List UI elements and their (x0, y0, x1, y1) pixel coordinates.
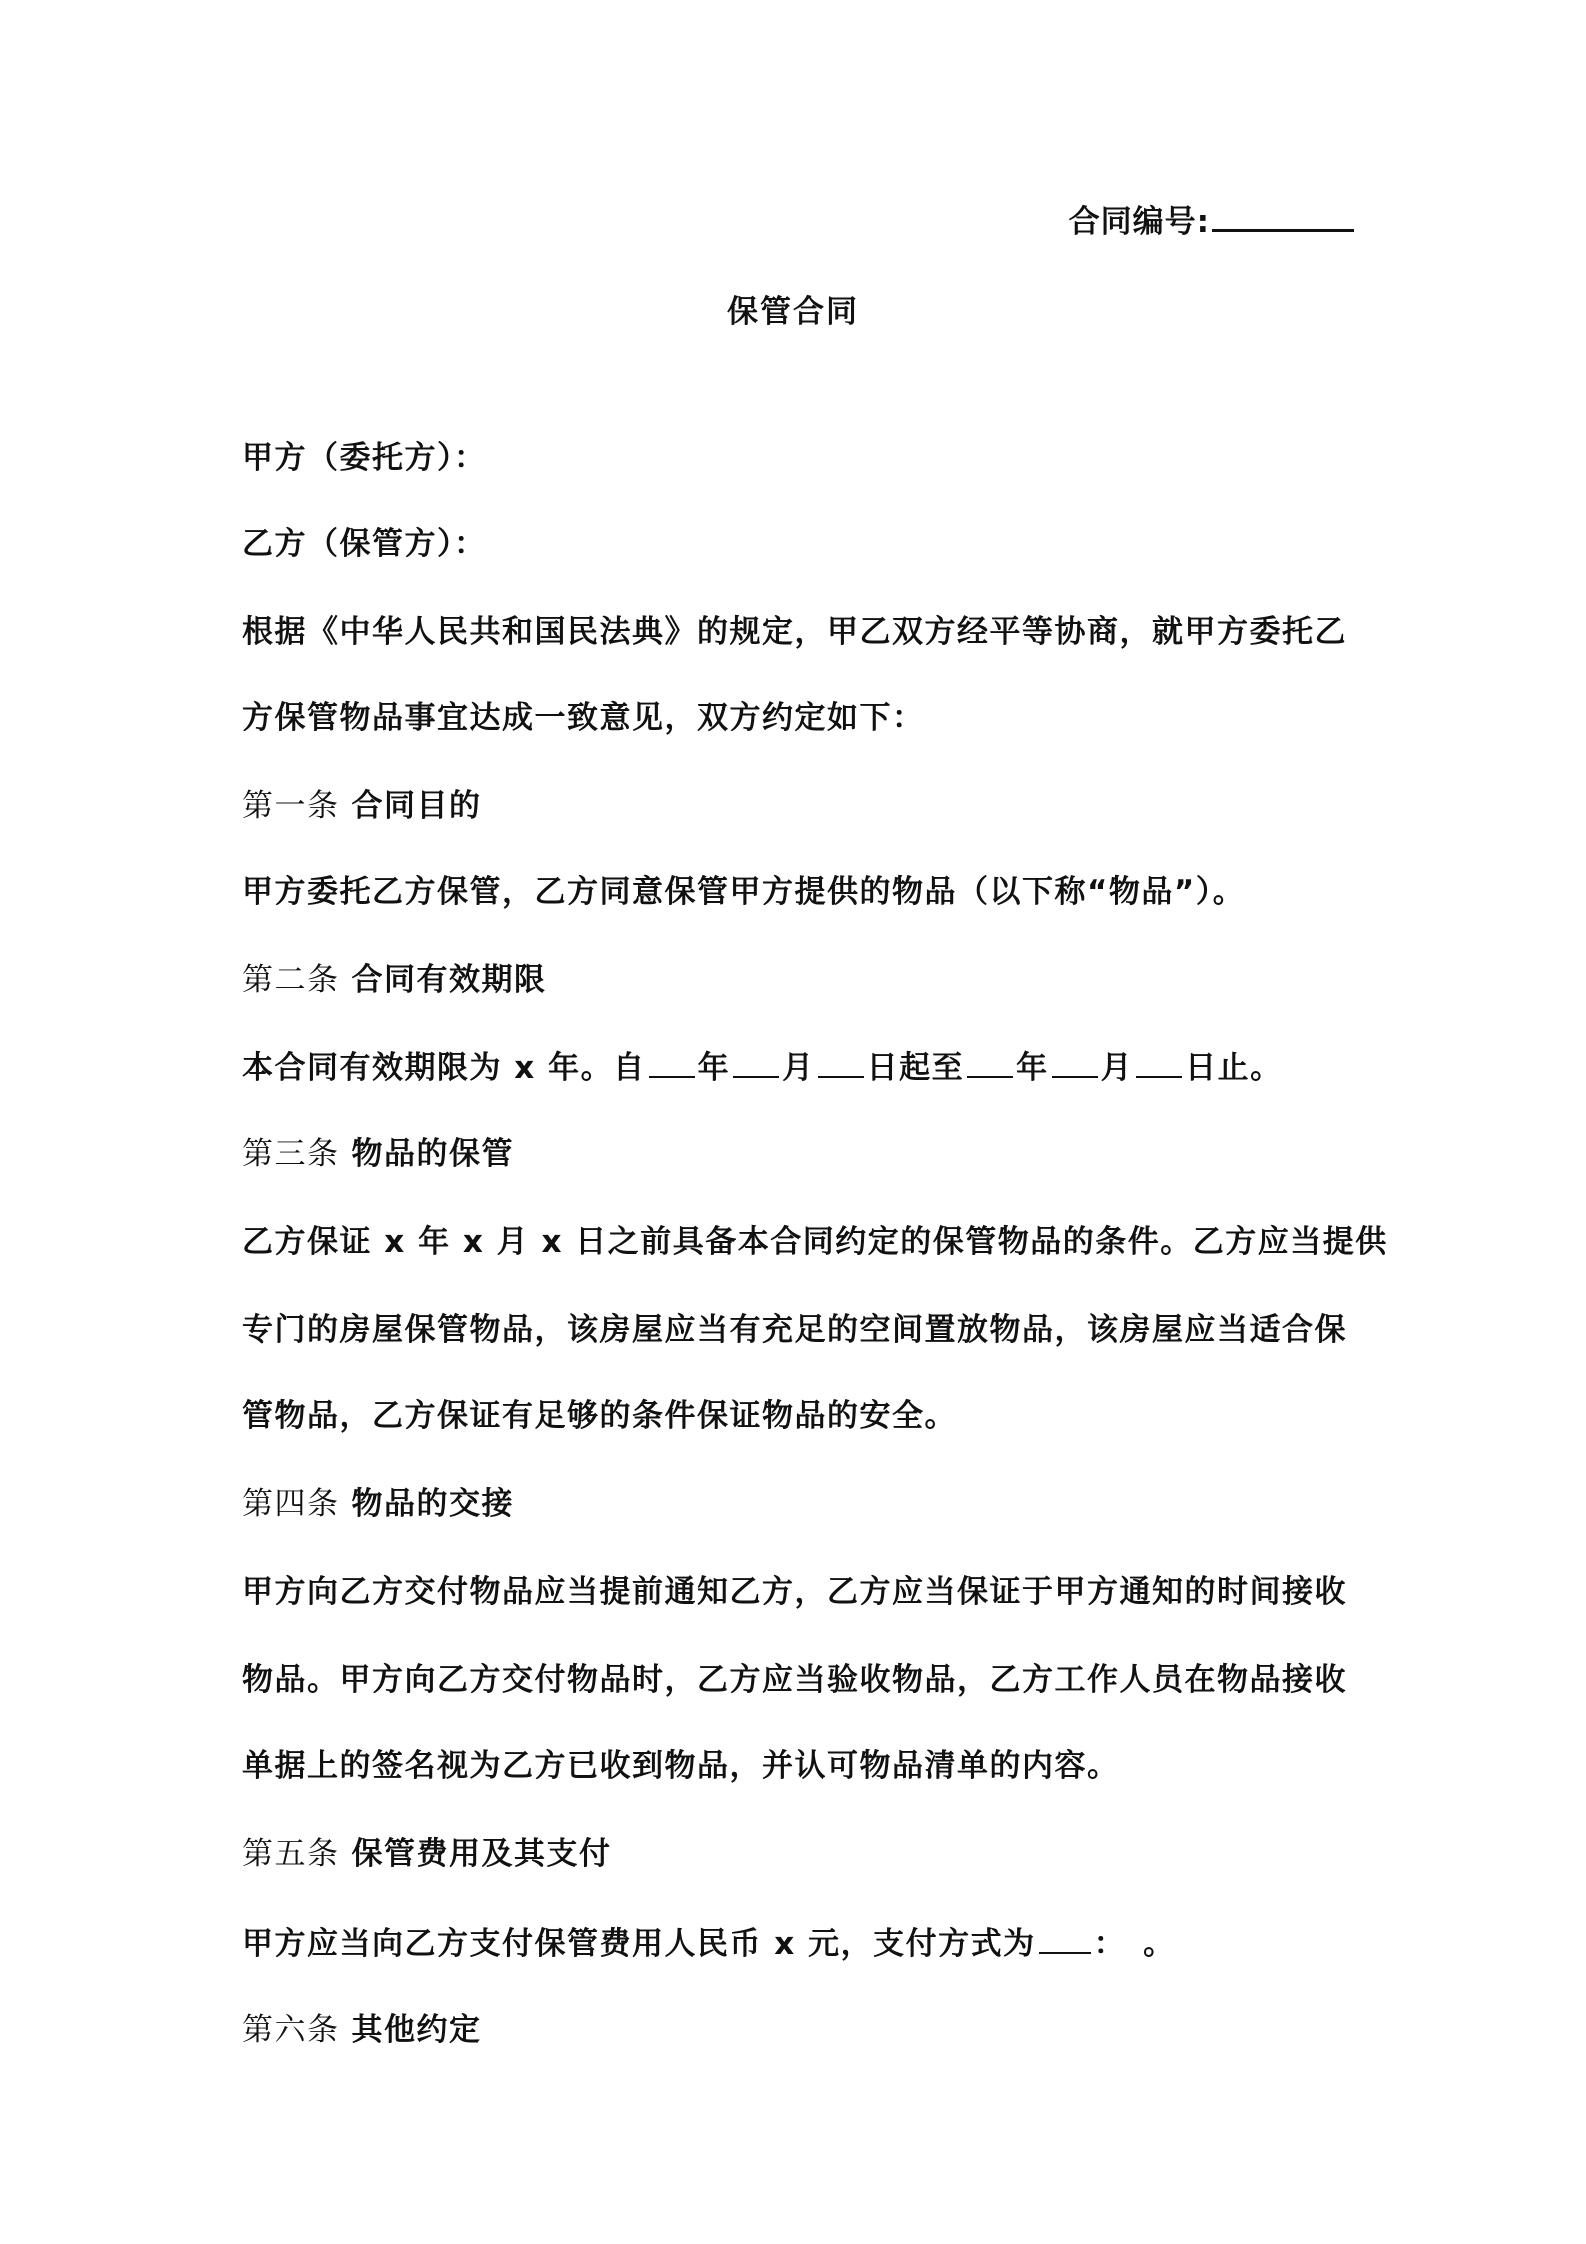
validity-prefix: 本合同有效期限为 x 年。自 (242, 1050, 646, 1086)
validity-month-2: 月 (1100, 1050, 1134, 1086)
article-4-line-2: 物品。甲方向乙方交付物品时，乙方应当验收物品，乙方工作人员在物品接收 (242, 1662, 1347, 1698)
article-1-line-1: 甲方委托乙方保管，乙方同意保管甲方提供的物品（以下称“物品”）。 (242, 874, 1246, 910)
article-5-title: 保管费用及其支付 (351, 1836, 612, 1872)
validity-year-2: 年 (1016, 1050, 1049, 1086)
article-4-line-3: 单据上的签名视为乙方已收到物品，并认可物品清单的内容。 (242, 1748, 1120, 1784)
blank-start-day (818, 1050, 864, 1078)
blank-payment-method (1039, 1926, 1091, 1954)
blank-end-month (1052, 1050, 1098, 1078)
article-3-line-2: 专门的房屋保管物品，该房屋应当有充足的空间置放物品，该房屋应当适合保 (242, 1312, 1347, 1348)
contract-number-label: 合同编号: (1068, 204, 1210, 240)
article-5-number: 第五条 (242, 1836, 340, 1872)
contract-number (1069, 196, 1354, 241)
article-6-title: 其他约定 (351, 2012, 482, 2048)
validity-day-from: 日起至 (866, 1050, 965, 1086)
article-2-heading (242, 954, 1362, 999)
preamble-line-1: 根据《中华人民共和国民法典》的规定，甲乙双方经平等协商，就甲方委托乙 (242, 614, 1347, 650)
article-3-number: 第三条 (242, 1136, 340, 1172)
document-title: 保管合同 (727, 294, 859, 330)
article-6-heading (242, 2004, 1362, 2049)
article-2-number: 第二条 (242, 962, 340, 998)
validity-day-to: 日止。 (1185, 1050, 1283, 1086)
party-b: 乙方（保管方）： (242, 526, 487, 562)
preamble-line-2: 方保管物品事宜达成一致意见，双方约定如下： (242, 700, 925, 736)
article-1-number: 第一条 (242, 788, 340, 824)
article-2-validity-line (242, 1042, 1362, 1087)
article-1-heading (242, 780, 1362, 825)
fee-prefix: 甲方应当向乙方支付保管费用人民币 x 元，支付方式为 (242, 1926, 1036, 1962)
article-3-line-3: 管物品，乙方保证有足够的条件保证物品的安全。 (242, 1398, 957, 1434)
article-3-title: 物品的保管 (351, 1136, 514, 1172)
article-3-heading (242, 1128, 1362, 1173)
blank-end-year (967, 1050, 1013, 1078)
article-4-number: 第四条 (242, 1486, 340, 1522)
validity-year: 年 (697, 1050, 731, 1086)
article-4-title: 物品的交接 (351, 1486, 514, 1522)
article-6-number: 第六条 (242, 2012, 340, 2048)
party-a: 甲方（委托方）： (242, 440, 487, 476)
fee-suffix: ： 。 (1093, 1926, 1176, 1962)
article-5-fee-line (242, 1918, 1362, 1963)
article-2-title: 合同有效期限 (351, 962, 547, 998)
article-5-heading (242, 1828, 1362, 1873)
article-3-line-1: 乙方保证 x 年 x 月 x 日之前具备本合同约定的保管物品的条件。乙方应当提供 (242, 1224, 1388, 1260)
blank-start-year (649, 1050, 695, 1078)
blank-end-day (1136, 1050, 1182, 1078)
blank-start-month (733, 1050, 779, 1078)
validity-month: 月 (782, 1050, 815, 1086)
article-4-heading (242, 1478, 1362, 1523)
article-4-line-1: 甲方向乙方交付物品应当提前通知乙方，乙方应当保证于甲方通知的时间接收 (242, 1574, 1347, 1610)
contract-number-blank (1212, 201, 1354, 232)
article-1-title: 合同目的 (351, 788, 482, 824)
